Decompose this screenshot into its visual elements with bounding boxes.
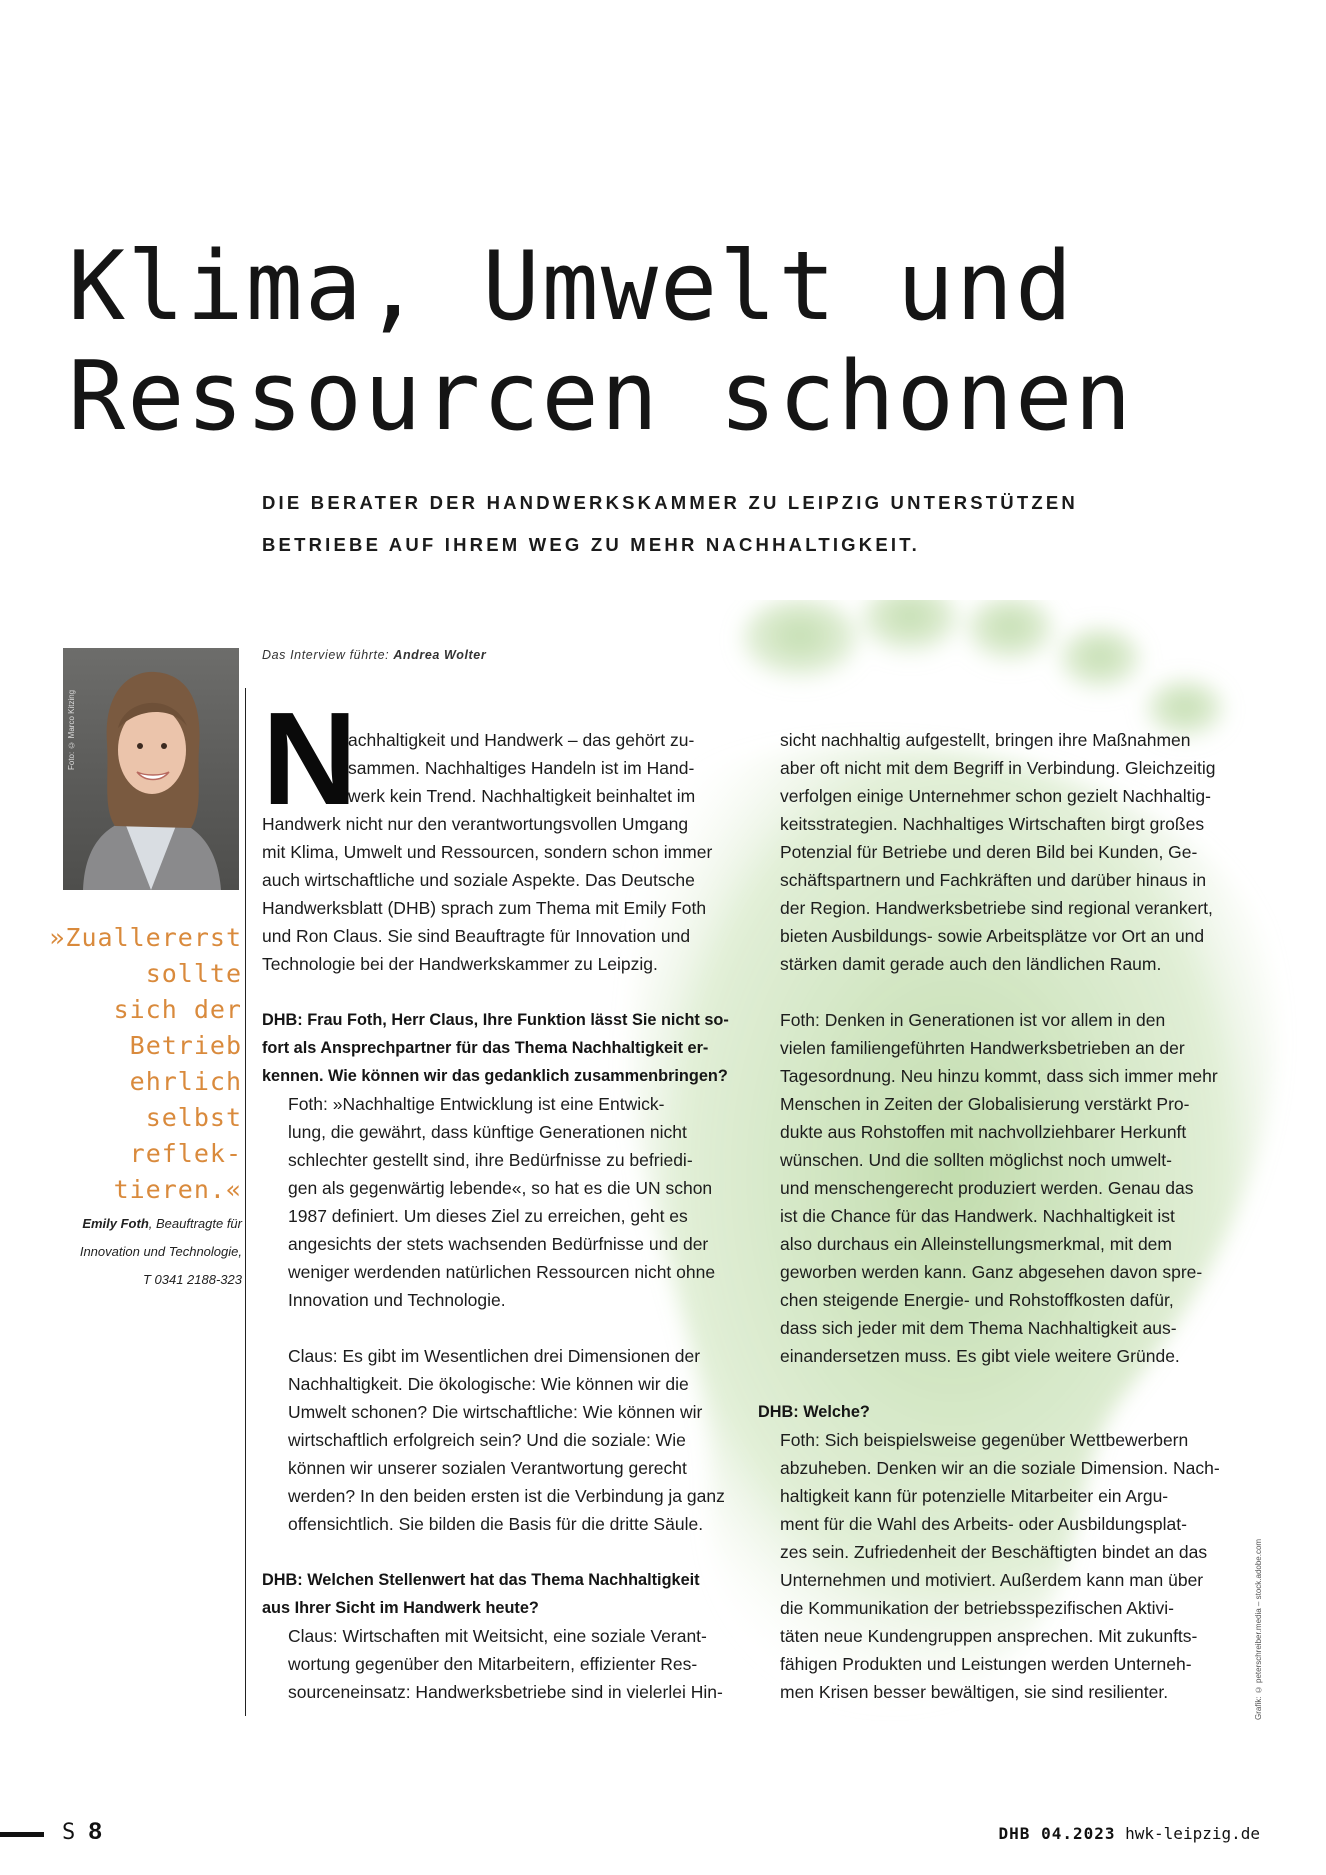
- text-line: abzuheben. Denken wir an die soziale Dimension. Nach-: [780, 1458, 1220, 1478]
- subtitle-line-1: DIE BERATER DER HANDWERKSKAMMER ZU LEIPZIG UNTERSTÜTZEN: [262, 492, 1078, 513]
- text-line: Handwerk nicht nur den verantwortungsvollen Umgang: [262, 814, 689, 834]
- text-line: gen als gegenwärtig lebende«, so hat es die UN schon: [288, 1178, 713, 1198]
- article-subtitle: [262, 482, 1162, 566]
- text-line: fähigen Produkten und Leistungen werden Unterneh-: [780, 1654, 1192, 1674]
- text-line: verfolgen einige Unternehmer schon gezielt Nachhaltig-: [780, 786, 1211, 806]
- byline-prefix: Das Interview führte:: [262, 648, 394, 662]
- byline-author: Andrea Wolter: [393, 648, 487, 662]
- text-line: Umwelt schonen? Die wirtschaftliche: Wie können wir: [288, 1402, 703, 1422]
- portrait-illustration: [63, 648, 239, 890]
- text-line: stärken damit gerade auch den ländlichen Raum.: [780, 954, 1162, 974]
- page-number: [62, 1818, 102, 1846]
- text-line: sammen. Nachhaltiges Handeln ist im Hand-: [348, 758, 695, 778]
- text-line: Unternehmen und motiviert. Außerdem kann man über: [780, 1570, 1204, 1590]
- text-line: schäftspartnern und Fachkräften und darüber hinaus in: [780, 870, 1207, 890]
- sidebar-divider: [245, 688, 246, 1716]
- text-line: achhaltigkeit und Handwerk – das gehört zu-: [348, 730, 695, 750]
- intro-paragraph: [262, 726, 742, 978]
- text-line: werden? In den beiden ersten ist die Verbindung ja ganz: [288, 1486, 725, 1506]
- text-line: ment für die Wahl des Arbeits- oder Ausbildungsplat-: [780, 1514, 1187, 1534]
- question-line: kennen. Wie können wir das gedanklich zusammenbringen?: [262, 1067, 728, 1085]
- interview-answer: [758, 1426, 1238, 1706]
- article-column-1: [262, 726, 742, 1706]
- text-line: Potenzial für Betriebe und deren Bild bei Kunden, Ge-: [780, 842, 1198, 862]
- text-line: und menschengerecht produziert werden. Genau das: [780, 1178, 1194, 1198]
- text-line: sicht nachhaltig aufgestellt, bringen ihre Maßnahmen: [780, 730, 1191, 750]
- text-line: keitsstrategien. Nachhaltiges Wirtschaften birgt großes: [780, 814, 1205, 834]
- pull-quote-line: reflek-: [129, 1139, 242, 1168]
- attribution-line-1: [40, 1210, 242, 1238]
- text-line: wortung gegenüber den Mitarbeitern, effizienter Res-: [288, 1654, 698, 1674]
- text-line: die Kommunikation der betriebsspezifischen Aktivi-: [780, 1598, 1174, 1618]
- text-line: dass sich jeder mit dem Thema Nachhaltigkeit aus-: [780, 1318, 1177, 1338]
- text-line: Nachhaltigkeit. Die ökologische: Wie können wir die: [288, 1374, 689, 1394]
- text-line: haltigkeit kann für potenzielle Mitarbeiter ein Argu-: [780, 1486, 1169, 1506]
- text-line: wünschen. Und die sollten möglichst noch umwelt-: [780, 1150, 1172, 1170]
- interview-answer: [262, 1342, 742, 1538]
- text-line: dukte aus Rohstoffen mit nachvollziehbarer Herkunft: [780, 1122, 1187, 1142]
- text-line: Foth: »Nachhaltige Entwicklung ist eine Entwick-: [288, 1094, 665, 1114]
- attribution-phone: T 0341 2188-323: [142, 1272, 242, 1287]
- text-line: Foth: Sich beispielsweise gegenüber Wettbewerbern: [780, 1430, 1189, 1450]
- text-line: Claus: Es gibt im Wesentlichen drei Dimensionen der: [288, 1346, 701, 1366]
- text-line: wirtschaftlich erfolgreich sein? Und die soziale: Wie: [288, 1430, 686, 1450]
- interview-question: [758, 1398, 1238, 1426]
- attribution-name: Emily Foth: [82, 1216, 149, 1231]
- question-line: fort als Ansprechpartner für das Thema Nachhaltigkeit er-: [262, 1039, 709, 1057]
- text-line: ist die Chance für das Handwerk. Nachhaltigkeit ist: [780, 1206, 1175, 1226]
- text-line: einandersetzen muss. Es gibt viele weitere Gründe.: [780, 1346, 1180, 1366]
- interview-answer: [262, 1622, 742, 1706]
- answer-continuation: [758, 726, 1238, 978]
- portrait-photo: [63, 648, 239, 890]
- text-line: geworben werden kann. Ganz abgesehen davon spre-: [780, 1262, 1203, 1282]
- interview-question: [262, 1566, 742, 1622]
- article-title: [68, 232, 1268, 452]
- text-line: der Region. Handwerksbetriebe sind regional verankert,: [780, 898, 1213, 918]
- text-line: bieten Ausbildungs- sowie Arbeitsplätze vor Ort an und: [780, 926, 1205, 946]
- interview-answer: [758, 1006, 1238, 1370]
- text-line: chen steigende Energie- und Rohstoffkosten dafür,: [780, 1290, 1174, 1310]
- photo-credit: Foto: © Marco Kitzing: [67, 689, 76, 770]
- graphic-credit: Grafik: © peterschreiber.media – stock.adobe.com: [1254, 1538, 1263, 1720]
- text-line: Foth: Denken in Generationen ist vor allem in den: [780, 1010, 1166, 1030]
- text-line: vielen familiengeführten Handwerksbetrieben an der: [780, 1038, 1185, 1058]
- article-column-2: [758, 726, 1238, 1706]
- text-line: lung, die gewährt, dass künftige Generationen nicht: [288, 1122, 687, 1142]
- text-line: 1987 definiert. Um dieses Ziel zu erreichen, geht es: [288, 1206, 688, 1226]
- page-number-value: 8: [88, 1818, 102, 1845]
- text-line: können wir unserer sozialen Verantwortung gerecht: [288, 1458, 687, 1478]
- attribution-line-2: Innovation und Technologie,: [79, 1244, 242, 1259]
- text-line: schlechter gestellt sind, ihre Bedürfnisse zu befriedi-: [288, 1150, 693, 1170]
- pull-quote-line: tieren.«: [113, 1175, 242, 1204]
- pull-quote-line: selbst: [145, 1103, 242, 1132]
- text-line: Technologie bei der Handwerkskammer zu Leipzig.: [262, 954, 658, 974]
- question-line: DHB: Frau Foth, Herr Claus, Ihre Funktion lässt Sie nicht so-: [262, 1011, 729, 1029]
- text-line: Claus: Wirtschaften mit Weitsicht, eine soziale Verant-: [288, 1626, 707, 1646]
- byline: [262, 648, 486, 662]
- pull-quote-line: sollte: [145, 959, 242, 988]
- question-line: DHB: Welche?: [758, 1403, 870, 1421]
- text-line: täten neue Kundengruppen ansprechen. Mit zukunfts-: [780, 1626, 1198, 1646]
- text-line: Innovation und Technologie.: [288, 1290, 506, 1310]
- text-line: weniger werdenden natürlichen Ressourcen nicht ohne: [288, 1262, 716, 1282]
- quote-attribution: [40, 1210, 242, 1294]
- interview-answer: [262, 1090, 742, 1314]
- attribution-role: , Beauftragte für: [148, 1216, 242, 1231]
- text-line: offensichtlich. Sie bilden die Basis für die dritte Säule.: [288, 1514, 704, 1534]
- footer-issue: [999, 1824, 1260, 1843]
- text-line: zes sein. Zufriedenheit der Beschäftigten bindet an das: [780, 1542, 1208, 1562]
- pull-quote-line: sich der: [113, 995, 242, 1024]
- text-line: also durchaus ein Alleinstellungsmerkmal, mit dem: [780, 1234, 1172, 1254]
- issue-label: DHB 04.2023: [998, 1824, 1116, 1843]
- text-line: men Krisen besser bewältigen, sie sind resilienter.: [780, 1682, 1169, 1702]
- footer-bar: [0, 1832, 44, 1837]
- title-line-1: Klima, Umwelt und: [68, 232, 1075, 342]
- text-line: aber oft nicht mit dem Begriff in Verbindung. Gleichzeitig: [780, 758, 1216, 778]
- text-line: Menschen in Zeiten der Globalisierung verstärkt Pro-: [780, 1094, 1190, 1114]
- drop-cap: N: [262, 685, 354, 832]
- question-line: DHB: Welchen Stellenwert hat das Thema Nachhaltigkeit: [262, 1571, 700, 1589]
- text-line: sourceneinsatz: Handwerksbetriebe sind in vielerlei Hin-: [288, 1682, 723, 1702]
- text-line: Tagesordnung. Neu hinzu kommt, dass sich immer mehr: [780, 1066, 1218, 1086]
- pull-quote-line: »Zuallererst: [49, 923, 242, 952]
- text-line: Handwerksblatt (DHB) sprach zum Thema mit Emily Foth: [262, 898, 707, 918]
- text-line: werk kein Trend. Nachhaltigkeit beinhaltet im: [348, 786, 696, 806]
- pull-quote-line: ehrlich: [129, 1067, 242, 1096]
- page-prefix: S: [62, 1820, 76, 1845]
- pull-quote: [40, 920, 242, 1208]
- text-line: angesichts der stets wachsenden Bedürfnisse und der: [288, 1234, 709, 1254]
- text-line: und Ron Claus. Sie sind Beauftragte für Innovation und: [262, 926, 691, 946]
- interview-question: [262, 1006, 742, 1090]
- pull-quote-line: Betrieb: [129, 1031, 242, 1060]
- title-line-2: Ressourcen schonen: [68, 342, 1134, 452]
- subtitle-line-2: BETRIEBE AUF IHREM WEG ZU MEHR NACHHALTIGKEIT.: [262, 534, 920, 555]
- question-line: aus Ihrer Sicht im Handwerk heute?: [262, 1599, 539, 1617]
- site-link[interactable]: hwk-leipzig.de: [1125, 1824, 1260, 1843]
- text-line: auch wirtschaftliche und soziale Aspekte. Das Deutsche: [262, 870, 695, 890]
- text-line: mit Klima, Umwelt und Ressourcen, sondern schon immer: [262, 842, 713, 862]
